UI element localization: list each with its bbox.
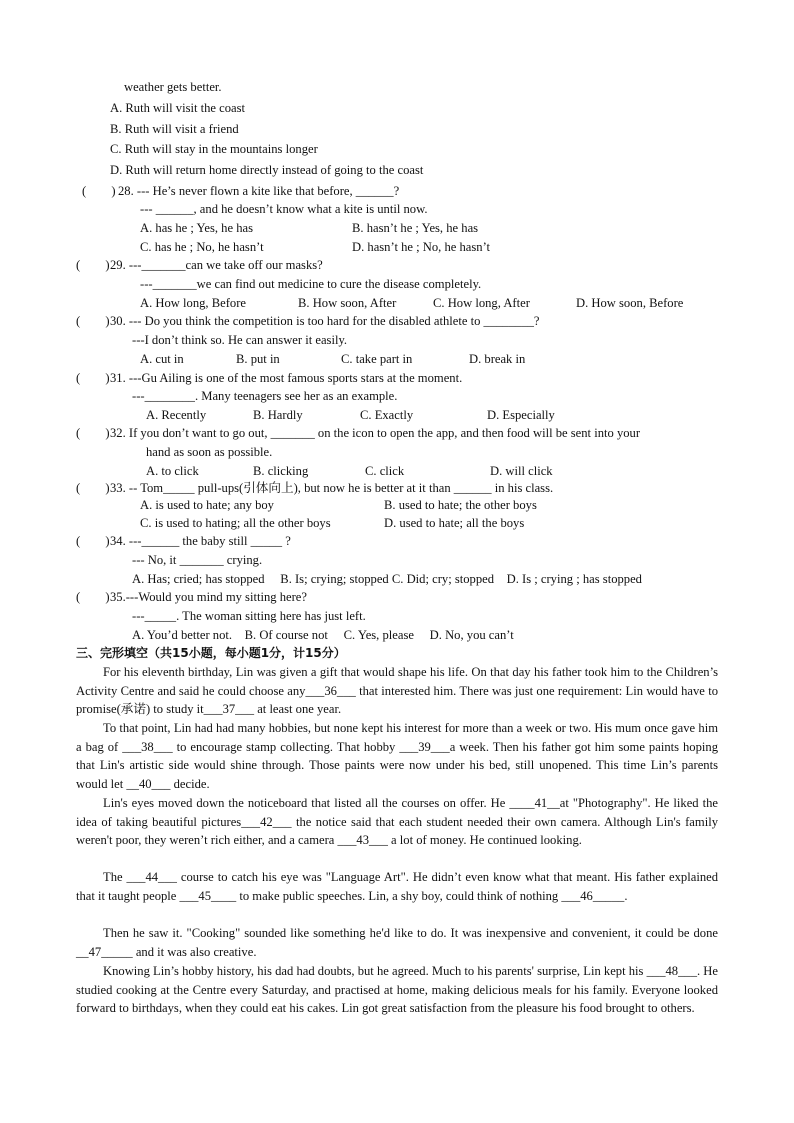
cloze-paragraph-3: Lin's eyes moved down the noticeboard that listed all the courses on offer. He ____41__at "Photography". He liked the idea of taking beautiful pictures___42___ the notice said that each student needed their own camera. Although Lin's family weren't poor, they weren’t rich either, and a camera ___43___ a lot of money. He continued looking. [76, 796, 718, 848]
q30-option-d: D. break in [469, 352, 526, 366]
q31-paren: ( ) [76, 371, 110, 385]
q27-stem-end: weather gets better. [124, 80, 222, 94]
q33-stem: 33. -- Tom_____ pull-ups(引体向上), but now he is better at it than ______ in his class. [110, 481, 554, 495]
q34-paren: ( ) [76, 534, 110, 548]
q27-option-c: C. Ruth will stay in the mountains longer [110, 142, 318, 156]
q35-stem: 35.---Would you mind my sitting here? [110, 590, 307, 604]
q35-paren: ( ) [76, 590, 110, 604]
cloze-paragraph-1: For his eleventh birthday, Lin was given a gift that would shape his life. On that day his father took him to the Children’s Activity Centre and said he could choose any___36___ that interested him. There was just one requirement: Lin would have to promise(承诺) to study it___37___ at least one year. [76, 665, 718, 717]
q31-stem: 31. ---Gu Ailing is one of the most famous sports stars at the moment. [110, 371, 463, 385]
q31-option-a: A. Recently [146, 408, 207, 422]
q28-sub: --- ______, and he doesn’t know what a kite is until now. [140, 202, 428, 216]
q27-option-d: D. Ruth will return home directly instead of going to the coast [110, 163, 424, 177]
q32-option-c: C. click [365, 464, 405, 478]
q27-option-a: A. Ruth will visit the coast [110, 101, 246, 115]
q28-option-c: C. has he ; No, he hasn’t [140, 240, 264, 254]
cloze-paragraph-4: The ___44___ course to catch his eye was "Language Art". He didn’t even know what that meant. His father explained that it taught people ___45____ to make public speeches. Lin, a shy boy, could think of nothing ___46_____. [76, 870, 718, 903]
q29-stem: 29. ---_______can we take off our masks? [110, 258, 323, 272]
q31-option-b: B. Hardly [253, 408, 303, 422]
q31-sub: ---________. Many teenagers see her as an example. [132, 389, 398, 403]
q33-option-d: D. used to hate; all the boys [384, 516, 525, 530]
q32-option-d: D. will click [490, 464, 553, 478]
q29-option-d: D. How soon, Before [576, 296, 684, 310]
q27-option-b: B. Ruth will visit a friend [110, 122, 239, 136]
section-heading: 三、完形填空（共15小题，每小题1分，计15分） [76, 646, 346, 660]
q30-option-a: A. cut in [140, 352, 184, 366]
q28-option-b: B. hasn’t he ; Yes, he has [352, 221, 479, 235]
q30-option-c: C. take part in [341, 352, 413, 366]
q29-option-b: B. How soon, After [298, 296, 397, 310]
q33-paren: ( ) [76, 481, 110, 495]
q31-option-d: D. Especially [487, 408, 555, 422]
q32-option-a: A. to click [146, 464, 199, 478]
q34-options: A. Has; cried; has stopped B. Is; crying; stopped C. Did; cry; stopped D. Is ; crying ; has stopped [132, 572, 642, 586]
q33-option-b: B. used to hate; the other boys [384, 498, 537, 512]
q31-option-c: C. Exactly [360, 408, 414, 422]
cloze-paragraph-2: To that point, Lin had had many hobbies, but none kept his interest for more than a week or two. His mum once gave him a bag of ___38___ to encourage stamp collecting. That hobby ___39___a week. Then his father got him some paints hoping that Lin's artistic side would shine through. Those paints were now under his bed, still unopened. This time Lin’s parents would let __40___ decide. [76, 721, 718, 791]
q34-sub: --- No, it _______ crying. [132, 553, 263, 567]
q28-option-d: D. hasn’t he ; No, he hasn’t [352, 240, 491, 254]
q34-stem: 34. ---______ the baby still _____ ? [110, 534, 291, 548]
q33-option-a: A. is used to hate; any boy [140, 498, 274, 512]
q28-paren: ( ) [82, 184, 116, 198]
q30-option-b: B. put in [236, 352, 280, 366]
q29-sub: ---_______we can find out medicine to cure the disease completely. [140, 277, 482, 291]
q29-option-c: C. How long, After [433, 296, 530, 310]
q32-stem: 32. If you don’t want to go out, _______ on the icon to open the app, and then food will be sent into your [110, 426, 641, 440]
q28-option-a: A. has he ; Yes, he has [140, 221, 253, 235]
q29-option-a: A. How long, Before [140, 296, 246, 310]
cloze-paragraph-5: Then he saw it. "Cooking" sounded like something he'd like to do. It was inexpensive and convenient, it could be done __47_____ and it was also creative. [76, 926, 718, 959]
q30-stem: 30. --- Do you think the competition is too hard for the disabled athlete to ________? [110, 314, 540, 328]
q30-sub: ---I don’t think so. He can answer it easily. [132, 333, 348, 347]
q35-options: A. You’d better not. B. Of course not C. Yes, please D. No, you can’t [132, 628, 514, 642]
q33-option-c: C. is used to hating; all the other boys [140, 516, 331, 530]
q32-stem-cont: hand as soon as possible. [146, 445, 273, 459]
cloze-paragraph-6: Knowing Lin’s hobby history, his dad had doubts, but he agreed. Much to his parents' surprise, Lin kept his ___48___. He studied cooking at the Centre every Saturday, and practised at home, making delicious meals for his family. Everyone looked forward to birthdays, when they could eat his cakes. Lin got great satisfaction from the pleasure his food brought to others. [76, 964, 718, 1016]
q30-paren: ( ) [76, 314, 110, 328]
q28-stem: 28. --- He’s never flown a kite like that before, ______? [118, 184, 400, 198]
q32-option-b: B. clicking [253, 464, 309, 478]
q32-paren: ( ) [76, 426, 110, 440]
q35-sub: ---_____. The woman sitting here has just left. [132, 609, 366, 623]
q29-paren: ( ) [76, 258, 110, 272]
